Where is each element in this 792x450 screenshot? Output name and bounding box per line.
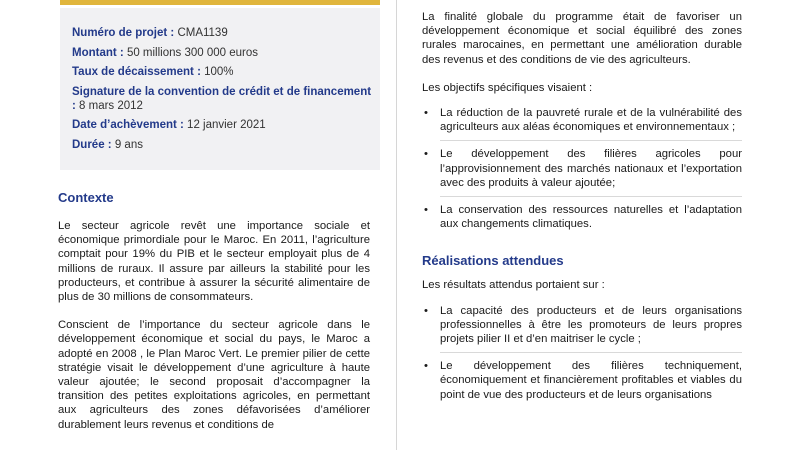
list-separator	[440, 196, 742, 197]
results-list	[422, 304, 742, 402]
results-heading: Réalisations attendues	[422, 253, 564, 269]
context-paragraph-1: Le secteur agricole revêt une importance sociale et économique primordiale pour le Maroc. En 2011, l’agriculture comptait pour 19% du PIB et le secteur employait plus de 4 millions de ruraux. Il assure par ailleurs la stabilité pour les producteurs, et contribue à assurer la sécurité alimentaire de plus de 30 millions de consommateurs.	[58, 220, 370, 304]
right-column	[422, 10, 742, 402]
info-signature	[72, 85, 372, 113]
list-item-text: La capacité des producteurs et de leurs organisations professionnelles à être les promoteurs de leurs propres projets pilier II et d’en maitriser le cycle ;	[440, 304, 742, 346]
info-label: Montant :	[72, 46, 127, 59]
info-label: Durée :	[72, 138, 115, 151]
list-item-text: La réduction de la pauvreté rurale et de la vulnérabilité des agriculteurs aux aléas économiques et environnementaux ;	[440, 107, 742, 134]
info-label: Date d’achèvement :	[72, 119, 188, 131]
results-intro: Les résultats attendus portaient sur :	[422, 279, 605, 292]
info-label: Numéro de projet :	[72, 27, 178, 39]
context-paragraph-2: Conscient de l’importance du secteur agricole dans le développement économique et social du pays, le Maroc a adopté en 2008 , le Plan Maroc Vert. Le premier pilier de cette stratégie visait le développement d’une agriculture à haute valeur ajoutée; le second proposait d’accompagner la transition des petites exploitations agricoles, en permettant aux agriculteurs des zones défavorisées d’améliorer durablement leurs revenus et conditions de	[58, 319, 370, 431]
bullet: •	[424, 148, 428, 161]
info-disbursement-rate	[72, 65, 372, 79]
list-item-text: La conservation des ressources naturelles et l’adaptation aux changements climatiques.	[440, 204, 742, 231]
list-separator	[440, 140, 742, 141]
info-label: Taux de décaissement :	[72, 66, 205, 78]
info-label: Signature de la convention de crédit et de financement :	[72, 85, 372, 112]
objectives-list	[422, 106, 742, 231]
list-item	[422, 203, 742, 231]
info-amount	[72, 46, 372, 60]
left-column	[58, 190, 370, 432]
context-heading: Contexte	[58, 190, 114, 205]
objectives-specific-intro: Les objectifs spécifiques visaient :	[422, 81, 593, 94]
info-value: 50 millions 300 000 euros	[126, 46, 258, 59]
list-separator	[440, 352, 742, 353]
info-completion-date	[72, 118, 372, 132]
info-duration	[72, 138, 372, 152]
objectives-intro: La finalité globale du programme était de favoriser un développement économique et social équilibré des zones rurales marocaines, en permettant une amélioration durable des revenus et des conditions de vie des agriculteurs.	[422, 11, 742, 66]
project-info-list	[72, 26, 372, 157]
info-value: 100%	[204, 66, 234, 78]
bullet: •	[424, 204, 428, 217]
bullet: •	[424, 304, 428, 317]
info-value: 12 janvier 2021	[187, 119, 266, 131]
gold-accent-rule	[60, 0, 380, 5]
bullet: •	[424, 107, 428, 120]
list-item-text: Le développement des filières agricoles pour l’approvisionnement des marchés nationaux et l’exportation avec des produits à valeur ajoutée;	[440, 148, 742, 189]
list-item	[422, 304, 742, 347]
bullet: •	[424, 360, 428, 373]
list-item	[422, 359, 742, 402]
list-item-text: Le développement des filières techniquement, économiquement et financièrement profitables et viables du point de vue des producteurs et de leurs organisations	[440, 360, 742, 401]
info-value: CMA1139	[177, 27, 228, 39]
info-project-number	[72, 26, 372, 40]
info-value: 9 ans	[114, 138, 143, 151]
info-value: 8 mars 2012	[79, 99, 143, 112]
list-item	[422, 106, 742, 134]
list-item	[422, 147, 742, 190]
column-divider	[396, 0, 397, 450]
